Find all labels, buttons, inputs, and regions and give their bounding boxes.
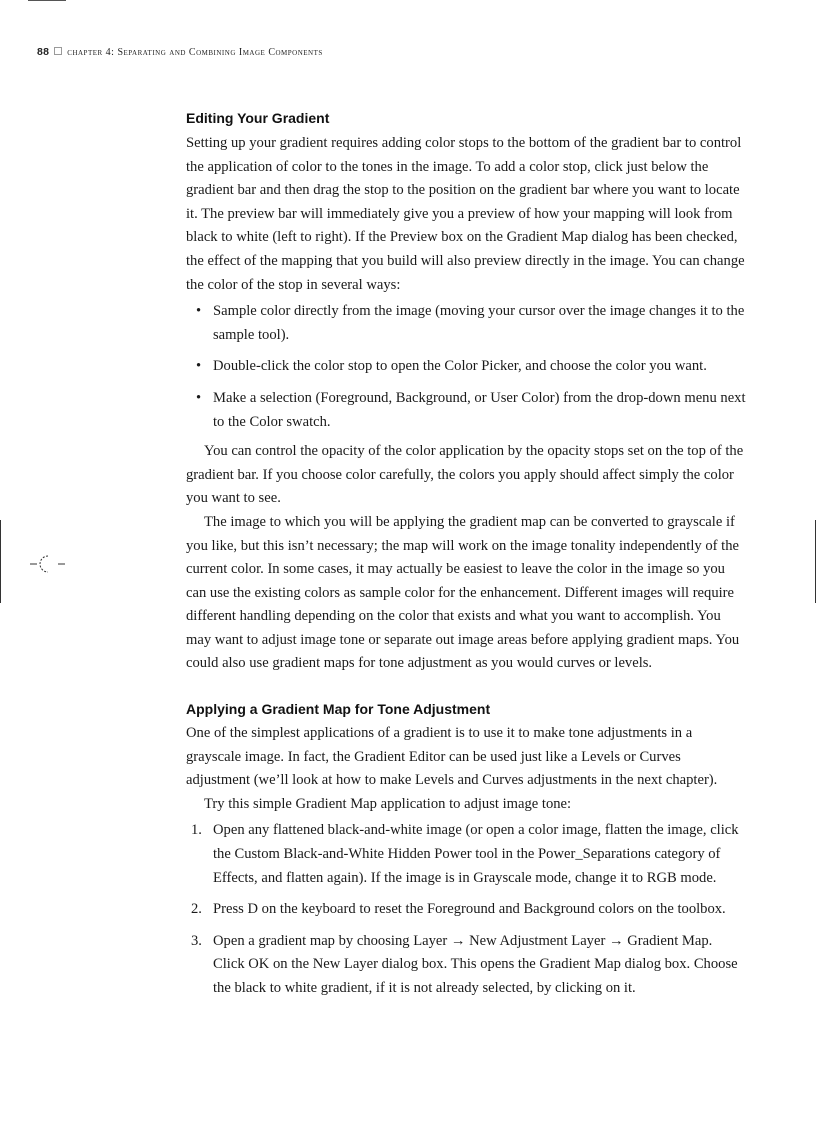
crop-mark-left bbox=[0, 520, 1, 603]
running-head bbox=[37, 46, 323, 58]
list-item bbox=[186, 300, 746, 347]
numbered-list bbox=[186, 819, 746, 1000]
bullet-marker: • bbox=[196, 358, 202, 375]
list-item-text: Double-click the color stop to open the Color Picker, and choose the color you want. bbox=[213, 358, 707, 375]
paragraph: Setting up your gradient requires adding color stops to the bottom of the gradient bar to control the application of color to the tones in the image. To add a color stop, click just below the gradient bar and then drag the stop to the position on the gradient bar where you want to locate it. The preview bar will immediately give you a preview of how your mapping will look from black to white (left to right). If the Preview box on the Gradient Map dialog has been checked, the effect of the mapping that you build will also preview directly in the image. You can change the color of the stop in several ways: bbox=[186, 135, 745, 293]
crop-mark-top bbox=[28, 0, 66, 1]
list-item-text: Open any flattened black-and-white image (or open a color image, flatten the image, click the Custom Black-and-White Hidden Power tool in the Power_Separations category of Effects, and flatten again). If the image is in Grayscale mode, change it to RGB mode. bbox=[213, 822, 739, 886]
list-item bbox=[186, 930, 746, 1001]
bullet-marker: • bbox=[196, 389, 202, 406]
section-heading-editing-gradient: Editing Your Gradient bbox=[186, 110, 330, 126]
list-item bbox=[186, 898, 746, 922]
chapter-title: chapter 4: Separating and Combining Image Components bbox=[67, 47, 323, 58]
list-item-text: Open a gradient map by choosing Layer → New Adjustment Layer → Gradient Map. Click OK on the New Layer dialog box. This opens the Gradient Map dialog box. Choose the black to white gradient, if it is not already selected, by clicking on it. bbox=[213, 932, 738, 996]
separator-square-icon bbox=[54, 47, 62, 55]
list-item bbox=[186, 355, 746, 379]
list-item-text: Sample color directly from the image (moving your cursor over the image changes it to the sample tool). bbox=[213, 303, 745, 343]
registration-mark-icon bbox=[28, 552, 68, 576]
list-item bbox=[186, 819, 746, 890]
paragraph: Try this simple Gradient Map application to adjust image tone: bbox=[204, 795, 572, 812]
bullet-list bbox=[186, 300, 746, 434]
paragraph: You can control the opacity of the color application by the opacity stops set on the top of the gradient bar. If you choose color carefully, the colors you apply should affect simply the color you want to see. bbox=[186, 443, 744, 507]
step-number: 3. bbox=[191, 932, 202, 949]
page-number: 88 bbox=[37, 46, 50, 58]
paragraph: One of the simplest applications of a gradient is to use it to make tone adjustments in a grayscale image. In fact, the Gradient Editor can be used just like a Levels or Curves adjustment (we’ll look at how to make Levels and Curves adjustments in the next chapter). bbox=[186, 725, 718, 789]
paragraph: The image to which you will be applying the gradient map can be converted to grayscale if you like, but this isn’t necessary; the map will work on the image tonality independently of the current color. In some cases, it may actually be easiest to leave the color in the image so you can use the existing colors as sample color for the enhancement. Different images will require different handling depending on the color that exists and what you want to accomplish. You may want to adjust image tone or separate out image areas before applying gradient maps. You could also use gradient maps for tone adjustment as you would curves or levels. bbox=[186, 513, 740, 672]
step-number: 2. bbox=[191, 901, 202, 918]
bullet-marker: • bbox=[196, 303, 202, 320]
page-body bbox=[186, 108, 746, 1009]
section-heading-gradient-map-tone: Applying a Gradient Map for Tone Adjustment bbox=[186, 701, 491, 718]
list-item-text: Make a selection (Foreground, Background, or User Color) from the drop-down menu next to the Color swatch. bbox=[213, 389, 746, 430]
list-item bbox=[186, 387, 746, 434]
list-item-text: Press D on the keyboard to reset the Foreground and Background colors on the toolbox. bbox=[213, 901, 726, 918]
step-number: 1. bbox=[191, 822, 202, 839]
